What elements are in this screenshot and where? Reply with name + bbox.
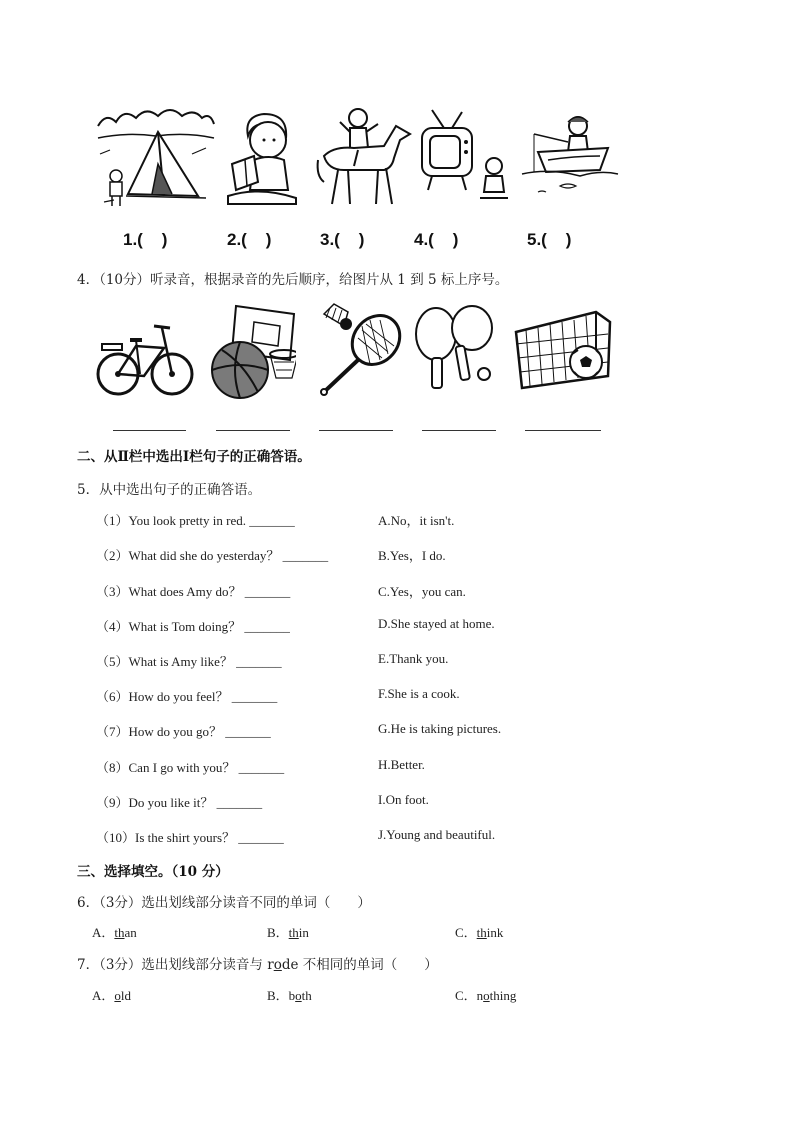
answer-blank-2[interactable] bbox=[216, 430, 290, 431]
soccer-goal-icon bbox=[512, 304, 612, 392]
option-prefix: B． bbox=[267, 925, 289, 940]
question-4-title: 4．（10分）听录音，根据录音的先后顺序，给图片从 1 到 5 标上序号。 bbox=[77, 272, 509, 288]
option-prefix: C． bbox=[455, 925, 477, 940]
q7-option-b[interactable] bbox=[267, 985, 312, 1004]
underlined-letters: o bbox=[295, 988, 302, 1003]
bicycle-icon bbox=[96, 318, 196, 402]
picture-number-2: 2.( ) bbox=[227, 230, 272, 249]
option-rest: in bbox=[298, 925, 309, 940]
answer-option-e: E.Thank you. bbox=[378, 651, 449, 666]
section-2-title: 二、从Ⅱ栏中选出Ⅰ栏句子的正确答语。 bbox=[77, 449, 311, 465]
q6-option-b[interactable] bbox=[267, 922, 309, 941]
q7-option-c[interactable] bbox=[455, 985, 516, 1004]
match-question-10: （10）Is the shirt yours？ _______ bbox=[96, 830, 284, 845]
option-rest: thing bbox=[489, 988, 517, 1003]
answer-option-b: B.Yes，I do. bbox=[378, 548, 446, 563]
option-prefix: B．b bbox=[267, 988, 296, 1003]
child-reading-book-icon bbox=[224, 110, 300, 206]
picture-number-1: 1.( ) bbox=[123, 230, 168, 249]
q7-title-start: 7．（3分）选出划线部分读音与 r bbox=[77, 957, 274, 973]
q6-option-a[interactable] bbox=[92, 922, 137, 941]
option-prefix: A． bbox=[92, 925, 115, 940]
question-5-title: 5．从中选出句子的正确答语。 bbox=[77, 482, 262, 498]
question-6-title: 6．（3分）选出划线部分读音不同的单词（ ） bbox=[77, 895, 371, 911]
picture-number-3: 3.( ) bbox=[320, 230, 365, 249]
section-3-title: 三、选择填空。（10 分） bbox=[77, 864, 229, 880]
answer-option-g: G.He is taking pictures. bbox=[378, 721, 502, 736]
basketball-hoop-icon bbox=[210, 304, 296, 400]
picture-number-5: 5.( ) bbox=[527, 230, 572, 249]
match-question-9: （9）Do you like it？ _______ bbox=[96, 795, 263, 810]
option-prefix: A． bbox=[92, 988, 115, 1003]
answer-blank-3[interactable] bbox=[319, 430, 393, 431]
answer-option-c: C.Yes，you can. bbox=[378, 584, 466, 599]
boy-in-boat-fishing-icon bbox=[520, 112, 620, 202]
match-question-3: （3）What does Amy do？ _______ bbox=[96, 584, 291, 599]
answer-blank-1[interactable] bbox=[113, 430, 186, 431]
answer-blank-4[interactable] bbox=[422, 430, 496, 431]
option-rest: ld bbox=[120, 988, 132, 1003]
match-question-5: （5）What is Amy like？ _______ bbox=[96, 654, 282, 669]
match-question-6: （6）How do you feel？ _______ bbox=[96, 689, 278, 704]
answer-option-d: D.She stayed at home. bbox=[378, 616, 495, 631]
answer-option-f: F.She is a cook. bbox=[378, 686, 460, 701]
answer-option-a: A.No，it isn't. bbox=[378, 513, 455, 528]
boy-riding-horse-icon bbox=[314, 106, 414, 210]
underlined-letters: o bbox=[483, 988, 490, 1003]
q6-option-c[interactable] bbox=[455, 922, 503, 941]
match-question-1: （1）You look pretty in red. _______ bbox=[96, 513, 295, 528]
tent-camping-icon bbox=[96, 104, 216, 208]
question-7-title bbox=[77, 953, 438, 973]
match-question-4: （4）What is Tom doing？ _______ bbox=[96, 619, 290, 634]
option-rest: an bbox=[124, 925, 137, 940]
underlined-letters: th bbox=[114, 925, 125, 940]
tv-and-child-icon bbox=[418, 108, 512, 208]
underlined-letters: o bbox=[114, 988, 121, 1003]
ping-pong-paddles-icon bbox=[414, 304, 498, 398]
match-question-2: （2）What did she do yesterday？ _______ bbox=[96, 548, 329, 563]
picture-number-4: 4.( ) bbox=[414, 230, 459, 249]
match-question-7: （7）How do you go？ _______ bbox=[96, 724, 271, 739]
underlined-letters: th bbox=[288, 925, 299, 940]
option-rest: ink bbox=[486, 925, 504, 940]
option-rest: th bbox=[301, 988, 312, 1003]
answer-option-j: J.Young and beautiful. bbox=[378, 827, 496, 842]
badminton-racket-icon bbox=[318, 300, 404, 398]
answer-option-i: I.On foot. bbox=[378, 792, 429, 807]
q7-option-a[interactable] bbox=[92, 985, 131, 1004]
option-prefix: C．n bbox=[455, 988, 484, 1003]
q7-title-underlined: o bbox=[273, 957, 282, 973]
match-question-8: （8）Can I go with you？ _______ bbox=[96, 760, 285, 775]
underlined-letters: th bbox=[476, 925, 487, 940]
answer-blank-5[interactable] bbox=[525, 430, 601, 431]
answer-option-h: H.Better. bbox=[378, 757, 425, 772]
q7-title-end: de 不相同的单词（ ） bbox=[281, 957, 438, 973]
